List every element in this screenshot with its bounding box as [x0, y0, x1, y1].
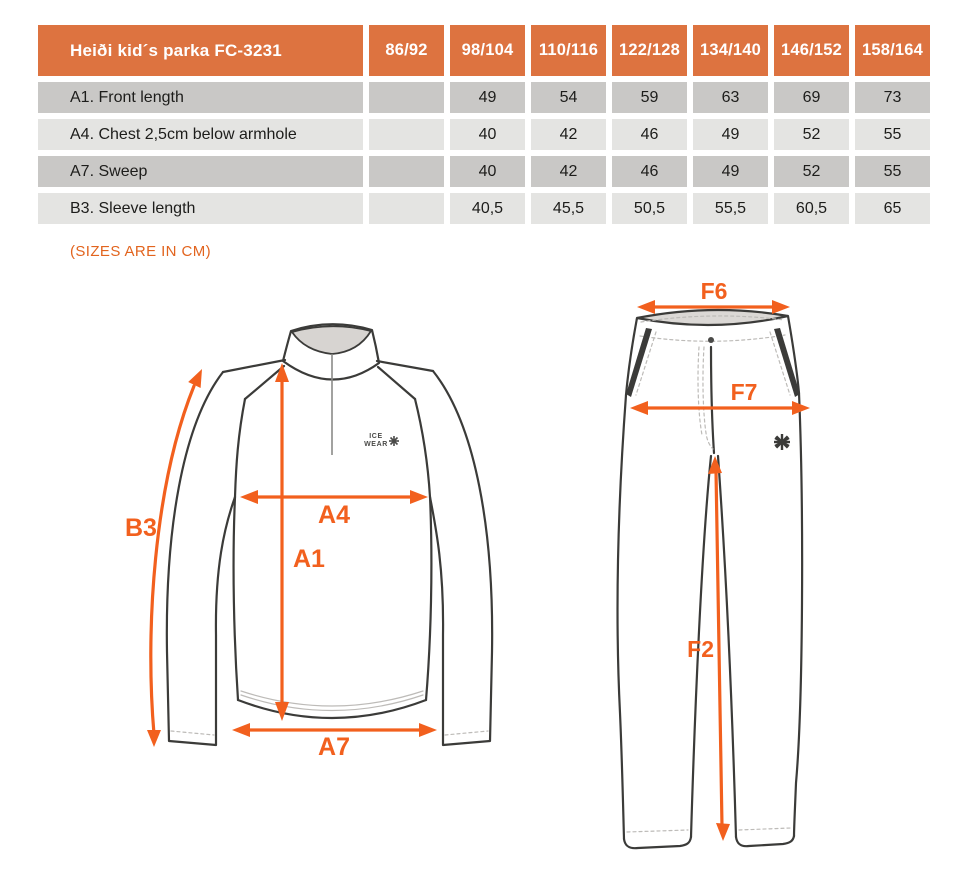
parka-cuff-stitch [171, 731, 214, 735]
pants-hem-right [736, 836, 794, 846]
measure-label-f7: F7 [730, 379, 758, 405]
table-cell: 49 [693, 156, 768, 187]
measure-label-a1: A1 [293, 545, 325, 573]
snowflake-icon [389, 436, 399, 446]
pants-leg-left-outer [618, 395, 626, 839]
icewear-logo-text: ICE [369, 433, 383, 440]
parka-cuff-stitch [445, 731, 488, 735]
table-cell [369, 119, 444, 150]
table-cell: 42 [531, 156, 606, 187]
parka-seam [223, 360, 285, 372]
size-table [38, 25, 930, 230]
table-row [38, 119, 930, 150]
arrow-f6-head [772, 300, 790, 314]
table-cell: 45,5 [531, 193, 606, 224]
table-cell: 63 [693, 82, 768, 113]
column-header: 134/140 [693, 25, 768, 76]
table-cell: 42 [531, 119, 606, 150]
table-cell: 52 [774, 156, 849, 187]
table-cell [369, 82, 444, 113]
parka-body-left [234, 497, 238, 700]
table-cell [369, 156, 444, 187]
column-header: 110/116 [531, 25, 606, 76]
column-header: 86/92 [369, 25, 444, 76]
arrow-b3 [151, 386, 194, 734]
table-cell: 46 [612, 156, 687, 187]
table-cell: 46 [612, 119, 687, 150]
parka-seam [377, 361, 433, 371]
pants-fly-stitch [698, 347, 702, 435]
arrow-a4-head [410, 490, 428, 504]
parka-sleeve-left [167, 372, 235, 745]
table-cell: 69 [774, 82, 849, 113]
table-cell: 40 [450, 119, 525, 150]
pants-hem-stitch [627, 830, 688, 832]
parka-seam [378, 367, 415, 399]
measure-label-f6: F6 [700, 283, 728, 304]
row-label: A1. Front length [38, 82, 363, 113]
table-row [38, 193, 930, 224]
table-cell: 40 [450, 156, 525, 187]
arrow-b3-head [188, 369, 202, 388]
pants-fly-line [711, 347, 714, 453]
arrow-f2 [716, 471, 722, 826]
arrow-f7-head [792, 401, 810, 415]
table-cell: 73 [855, 82, 930, 113]
row-label: B3. Sleeve length [38, 193, 363, 224]
table-cell: 40,5 [450, 193, 525, 224]
table-title: Heiði kid´s parka FC-3231 [38, 25, 363, 76]
table-row [38, 156, 930, 187]
pants-button [708, 337, 714, 343]
pants-hem-stitch [739, 828, 791, 830]
arrow-b3-head [147, 730, 161, 747]
parka-raglan-right [415, 399, 430, 497]
measure-label-a4: A4 [318, 501, 350, 529]
table-cell: 55,5 [693, 193, 768, 224]
table-cell: 54 [531, 82, 606, 113]
column-header: 122/128 [612, 25, 687, 76]
parka-hem-stitch [241, 691, 423, 706]
column-header: 98/104 [450, 25, 525, 76]
table-cell: 59 [612, 82, 687, 113]
measure-label-f2: F2 [687, 636, 714, 662]
icewear-logo-text: WEAR [364, 441, 388, 448]
column-header: 158/164 [855, 25, 930, 76]
pants-waistband [637, 310, 788, 325]
table-header-row [38, 25, 930, 76]
table-cell [369, 193, 444, 224]
arrow-a4-head [240, 490, 258, 504]
table-cell: 55 [855, 119, 930, 150]
pants-hem-left [624, 837, 691, 848]
row-label: A7. Sweep [38, 156, 363, 187]
arrow-a7-head [419, 723, 437, 737]
table-cell: 60,5 [774, 193, 849, 224]
arrow-f2-head [716, 823, 730, 841]
arrow-f7-head [630, 401, 648, 415]
table-row [38, 82, 930, 113]
parka-collar-inner [292, 326, 371, 354]
row-label: A4. Chest 2,5cm below armhole [38, 119, 363, 150]
column-header: 146/152 [774, 25, 849, 76]
parka-diagram [110, 300, 530, 780]
arrow-f6-head [637, 300, 655, 314]
table-cell: 50,5 [612, 193, 687, 224]
snowflake-icon [774, 434, 790, 450]
pants-diagram [610, 283, 940, 883]
table-cell: 49 [450, 82, 525, 113]
pants-leg-right-outer [794, 393, 802, 836]
parka-hem-stitch [241, 695, 423, 711]
parka-body-right [426, 497, 431, 700]
table-cell: 65 [855, 193, 930, 224]
parka-seam [245, 366, 284, 399]
table-cell: 52 [774, 119, 849, 150]
measure-label-b3: B3 [125, 514, 157, 542]
arrow-a7-head [232, 723, 250, 737]
table-cell: 55 [855, 156, 930, 187]
sizes-note: (SIZES ARE IN CM) [70, 243, 211, 260]
parka-sleeve-right [430, 371, 492, 745]
table-cell: 49 [693, 119, 768, 150]
measure-label-a7: A7 [318, 733, 350, 761]
parka-raglan-left [235, 399, 245, 497]
